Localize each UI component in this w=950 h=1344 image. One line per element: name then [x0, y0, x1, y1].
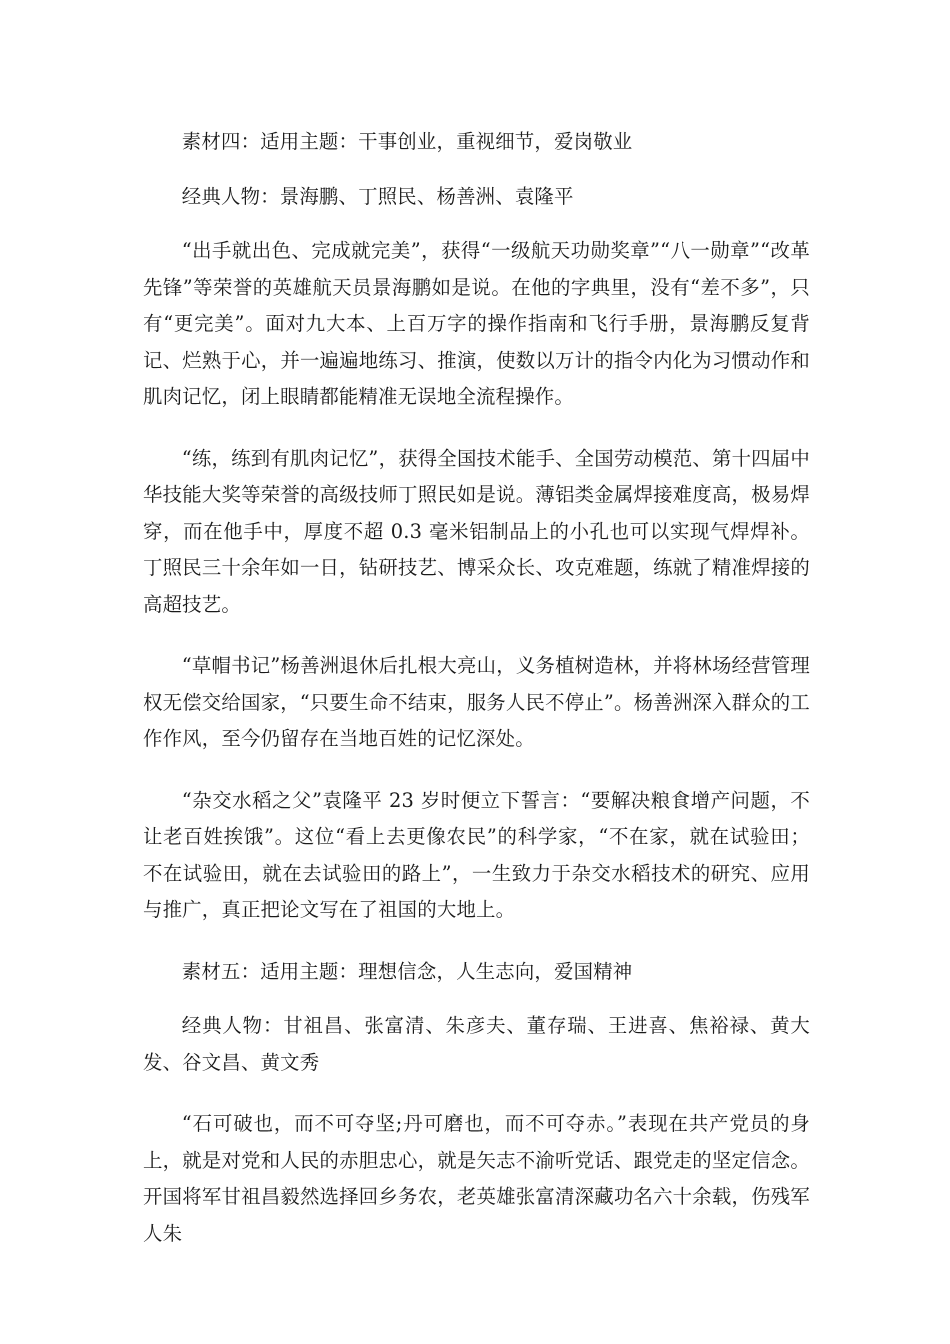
material-five-title: 素材五：适用主题：理想信念，人生志向，爱国精神: [181, 959, 633, 983]
paragraph-jing-haipeng: “出手就出色、完成就完美”，获得“一级航天功勋奖章”“八一勋章”“改革先锋”等荣誉的英雄航天员景海鹏如是说。在他的字典里，没有“差不多”，只有“更完美”。面对九大本、上百万字的操作指南和飞行手册，景海鹏反复背记、烂熟于心，并一遍遍地练习、推演，使数以万计的指令内化为习惯动作和肌肉记忆，闭上眼睛都能精准无误地全流程操作。: [143, 239, 810, 408]
material-five-figures: 经典人物：甘祖昌、张富清、朱彦夫、董存瑞、王进喜、焦裕禄、黄大发、谷文昌、黄文秀: [143, 1014, 810, 1074]
paragraph-ideals-belief: “石可破也，而不可夺坚;丹可磨也，而不可夺赤。”表现在共产党员的身上，就是对党和人民的赤胆忠心，就是矢志不渝听党话、跟党走的坚定信念。开国将军甘祖昌毅然选择回乡务农，老英雄张富清深藏功名六十余载，伤残军人朱: [143, 1112, 810, 1245]
material-four-figures: 经典人物：景海鹏、丁照民、杨善洲、袁隆平: [181, 184, 574, 208]
document-page: [143, 124, 810, 1277]
paragraph-yuan-longping: “杂交水稻之父”袁隆平 23 岁时便立下誓言：“要解决粮食增产问题，不让老百姓挨饿”。这位“看上去更像农民”的科学家，“不在家，就在试验田；不在试验田，就在去试验田的路上”，一生致力于杂交水稻技术的研究、应用与推广，真正把论文写在了祖国的大地上。: [143, 788, 810, 921]
paragraph-ding-zhaomin: “练，练到有肌肉记忆”，获得全国技术能手、全国劳动模范、第十四届中华技能大奖等荣誉的高级技师丁照民如是说。薄铝类金属焊接难度高，极易焊穿，而在他手中，厚度不超 0.3 毫米铝制品上的小孔也可以实现气焊焊补。丁照民三十余年如一日，钻研技艺、博采众长、攻克难题，练就了精准焊接的高超技艺。: [143, 446, 810, 616]
material-four-title: 素材四：适用主题：干事创业，重视细节，爱岗敬业: [181, 130, 633, 153]
paragraph-yang-shanzhou: “草帽书记”杨善洲退休后扎根大亮山，义务植树造林，并将林场经营管理权无偿交给国家，“只要生命不结束，服务人民不停止”。杨善洲深入群众的工作作风，至今仍留存在当地百姓的记忆深处。: [143, 654, 810, 750]
